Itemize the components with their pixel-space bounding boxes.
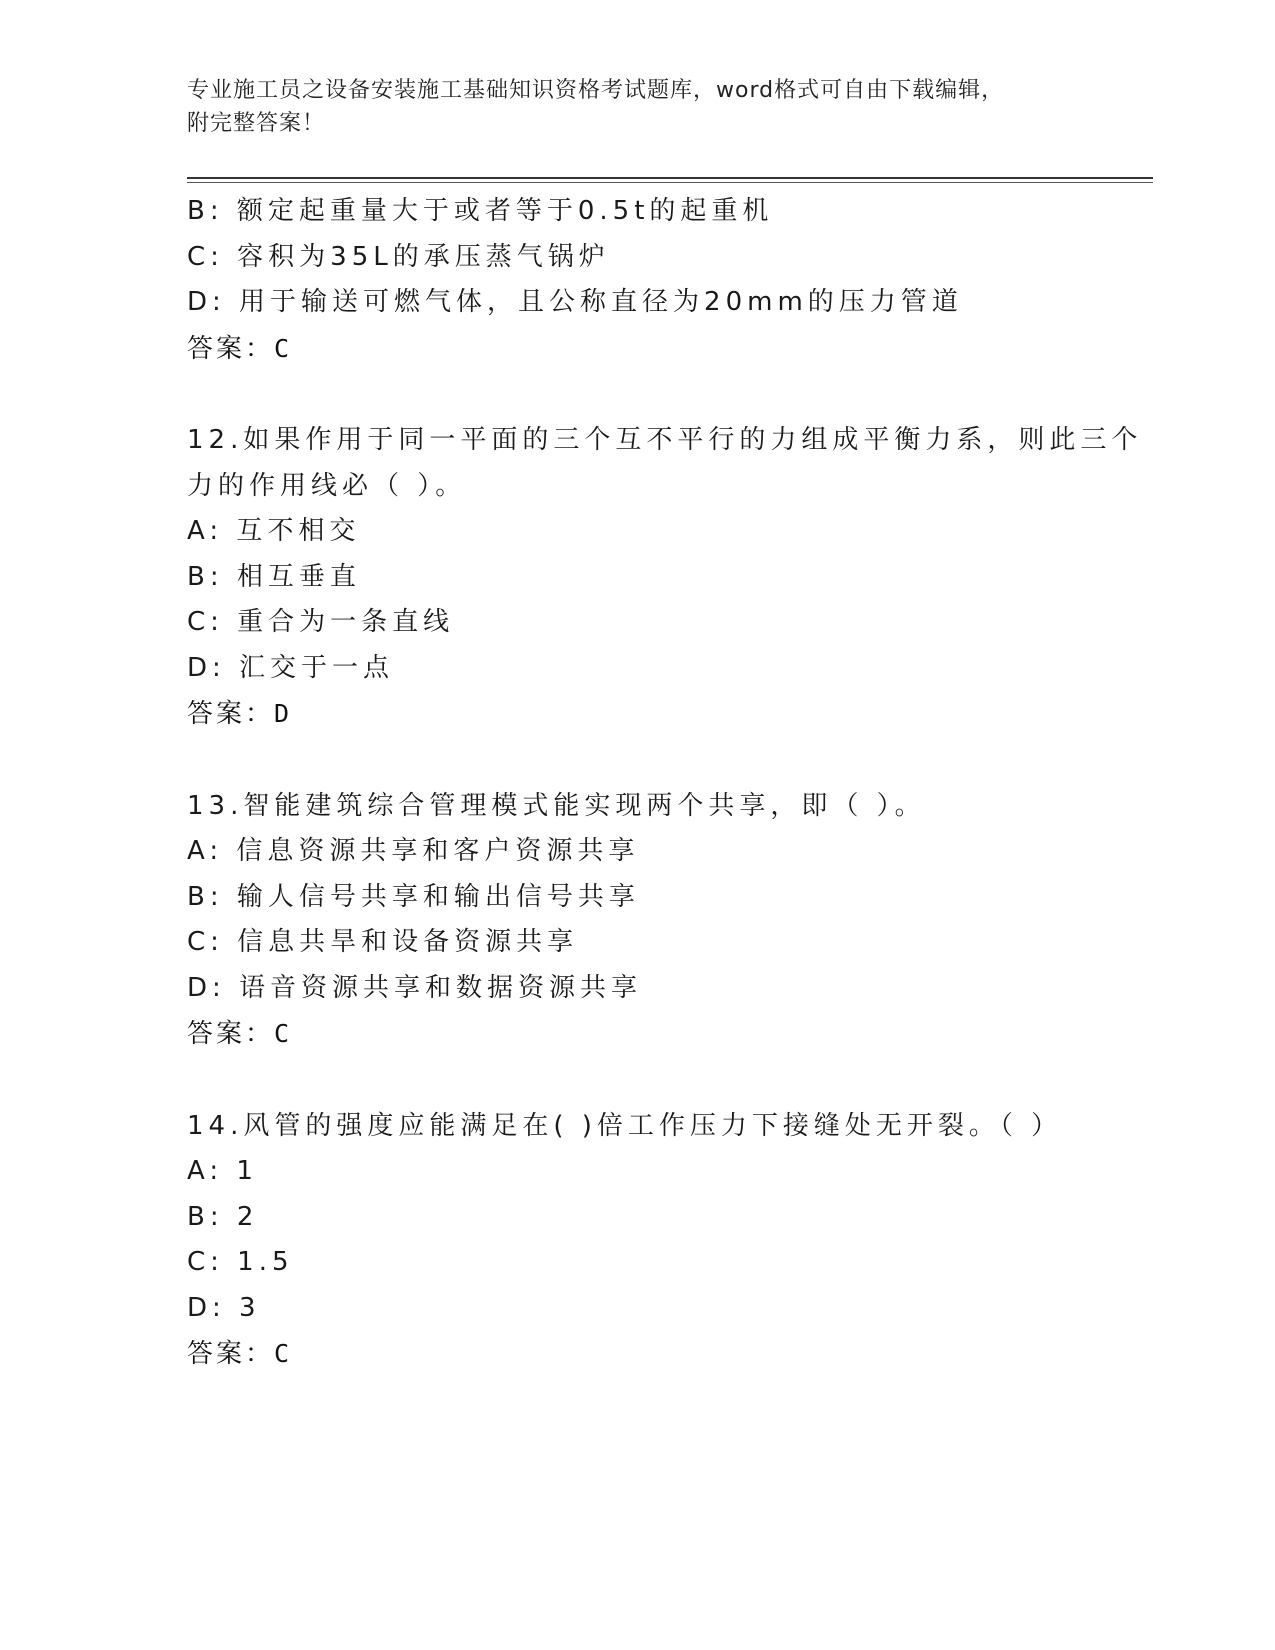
q14-option-a: A: 1 [187, 1156, 258, 1186]
q14-answer-label: 答案： [187, 1339, 275, 1369]
question-14 [187, 1104, 1147, 1378]
q11-option-b: B: 额定起重量大于或者等于0.5t的起重机 [187, 196, 774, 226]
q13-option-a: A: 信息资源共享和客户资源共享 [187, 836, 640, 866]
document-header [187, 74, 1087, 140]
header-rule-thick [187, 177, 1153, 179]
q13-option-c: C: 信息共旱和设备资源共享 [187, 927, 579, 957]
q12-answer [187, 691, 1147, 738]
q12-option-d: D: 汇交于一点 [187, 652, 395, 683]
q11-option-c: C: 容积为35L的承压蒸气锅炉 [187, 241, 610, 272]
q11-answer [187, 326, 1147, 373]
q11-answer-label: 答案： [187, 333, 275, 364]
q11-answer-value: C [274, 333, 293, 363]
q14-option-d: D: 3 [187, 1292, 261, 1323]
q13-stem-line-1: 13.智能建筑综合管理模式能实现两个共享，即（ ）。 [187, 790, 926, 821]
q11-option-d: D: 用于输送可燃气体，且公称直径为20mm的压力管道 [187, 287, 963, 317]
question-list [187, 189, 1147, 1378]
q12-option-c: C: 重合为一条直线 [187, 607, 455, 637]
q12-answer-label: 答案： [187, 699, 275, 729]
q12-stem-line-2: 力的作用线必（ ）。 [187, 470, 467, 501]
q12-stem-line-1: 12.如果作用于同一平面的三个互不平行的力组成平衡力系，则此三个 [187, 425, 1143, 455]
header-line-2: 附完整答案！ [187, 111, 326, 136]
header-line-1: 专业施工员之设备安装施工基础知识资格考试题库，word格式可自由下载编辑， [187, 78, 1005, 103]
q13-option-b: B: 输人信号共享和输出信号共享 [187, 881, 640, 912]
q14-answer [187, 1331, 1147, 1378]
q14-option-c: C: 1.5 [187, 1247, 294, 1277]
q12-option-b: B: 相互垂直 [187, 561, 361, 592]
q12-option-a: A: 互不相交 [187, 516, 361, 546]
q13-option-d: D: 语音资源共享和数据资源共享 [187, 972, 643, 1003]
q13-answer-value: C [274, 1019, 293, 1048]
q13-answer-label: 答案： [187, 1019, 275, 1049]
q12-answer-value: D [274, 699, 293, 728]
question-13 [187, 784, 1147, 1058]
header-rule-thin [187, 182, 1153, 183]
question-11-tail [187, 189, 1147, 372]
q14-stem-line-1: 14.风管的强度应能满足在( )倍工作压力下接缝处无开裂。（ ） [187, 1110, 1063, 1141]
q14-answer-value: C [274, 1339, 293, 1368]
question-12 [187, 418, 1147, 738]
q13-answer [187, 1011, 1147, 1058]
q14-option-b: B: 2 [187, 1201, 259, 1232]
